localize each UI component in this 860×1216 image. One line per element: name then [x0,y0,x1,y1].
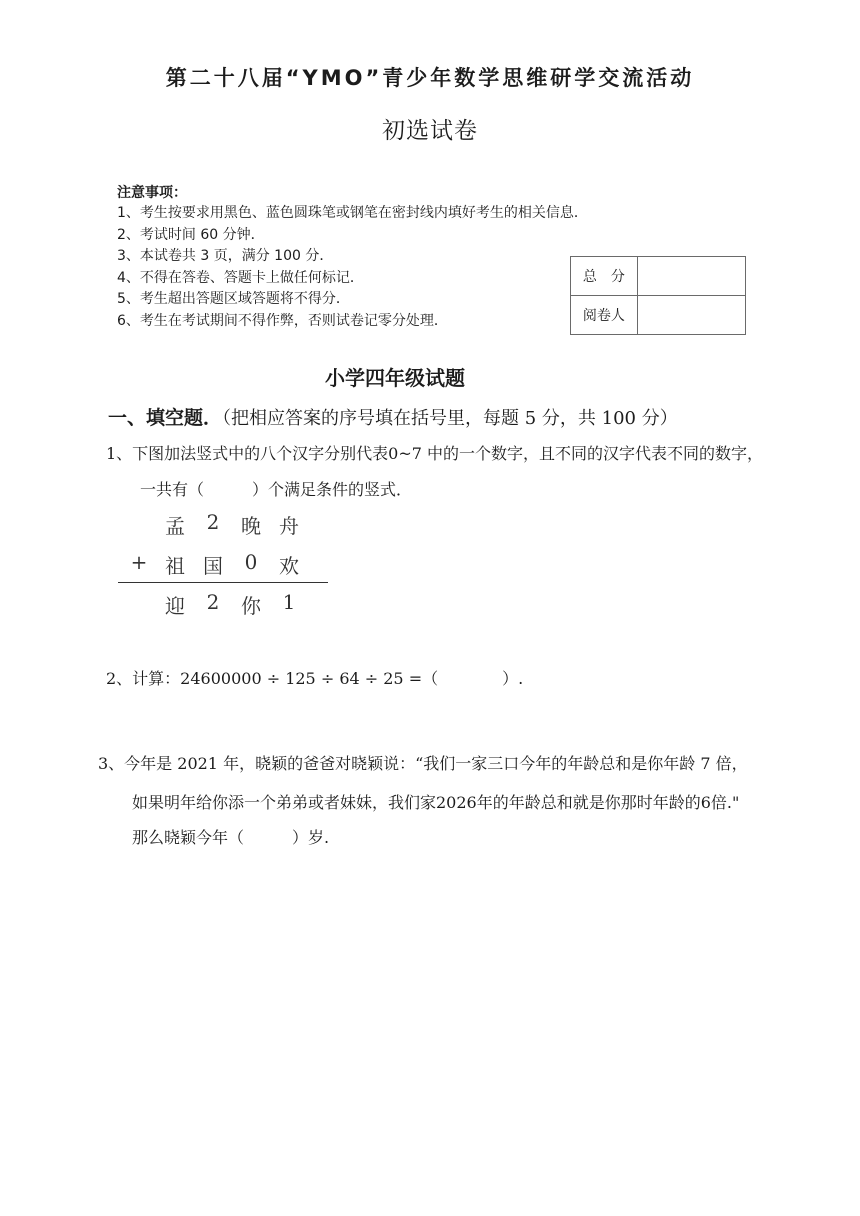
section-title: 一、填空题． [108,407,223,429]
sum-row [118,590,328,618]
score-table [570,256,746,335]
score-row-grader [571,296,746,335]
question-3-text: 如果明年给你添一个弟弟或者妹妹，我们家2026年的年龄总和就是你那时年龄的6倍." [132,793,740,812]
addend-row-1 [118,510,328,538]
question-3-text: 3、今年是 2021 年，晓颖的爸爸对晓颖说：“我们一家三口今年的年龄总和是你年龄 7 倍， [98,754,748,773]
question-3-answer-line: 那么晓颖今年（ ）岁. [132,828,330,847]
digit-cell: 晚 [241,514,261,538]
note-item: 6、考生在考试期间不得作弊，否则试卷记零分处理． [117,312,448,329]
note-item: 2、考试时间 60 分钟． [117,226,265,243]
note-item: 4、不得在答卷、答题卡上做任何标记． [117,269,364,286]
total-score-label: 总 分 [571,257,638,296]
note-item: 5、考生超出答题区域答题将不得分． [117,291,350,308]
section-instruction: （把相应答案的序号填在括号里，每题 5 分，共 100 分） [222,408,678,429]
digit-cell: 2 [206,590,220,614]
digit-cell: 国 [203,554,223,578]
plus-sign: + [130,550,148,574]
digit-cell: 迎 [165,594,185,618]
note-item: 3、本试卷共 3 页，满分 100 分． [117,248,334,265]
digit-cell: 舟 [279,514,299,538]
exam-subtitle: 初选试卷 [382,118,478,144]
digit-cell: 1 [282,590,296,614]
grader-cell [637,296,745,335]
digit-cell: 你 [241,594,261,618]
note-item: 1、考生按要求用黑色、蓝色圆珠笔或钢笔在密封线内填好考生的相关信息． [117,205,588,221]
digit-cell: 2 [206,510,220,534]
exam-title: 第二十八届“YMO”青少年数学思维研学交流活动 [165,66,695,90]
total-score-cell [637,257,745,296]
grade-title: 小学四年级试题 [325,366,465,390]
sum-line [118,582,328,583]
addend-row-2 [118,550,328,578]
notes-section [117,183,588,333]
notes-heading: 注意事项： [117,185,187,201]
section-header [108,403,678,430]
digit-cell: 0 [244,550,258,574]
question-1-answer-line: 一共有（ ）个满足条件的竖式． [140,480,413,499]
question-1-text: 1、下图加法竖式中的八个汉字分别代表0~7 中的一个数字，且不同的汉字代表不同的数字， [106,444,764,463]
score-row-total [571,257,746,296]
grader-label: 阅卷人 [571,296,638,335]
notes-list [117,203,588,333]
digit-cell: 祖 [165,554,185,578]
digit-cell: 孟 [165,514,185,538]
question-2-text: 2、计算：24600000 ÷ 125 ÷ 64 ÷ 25 =（ ）. [106,669,524,688]
digit-cell: 欢 [279,554,299,578]
addition-puzzle [118,510,328,620]
